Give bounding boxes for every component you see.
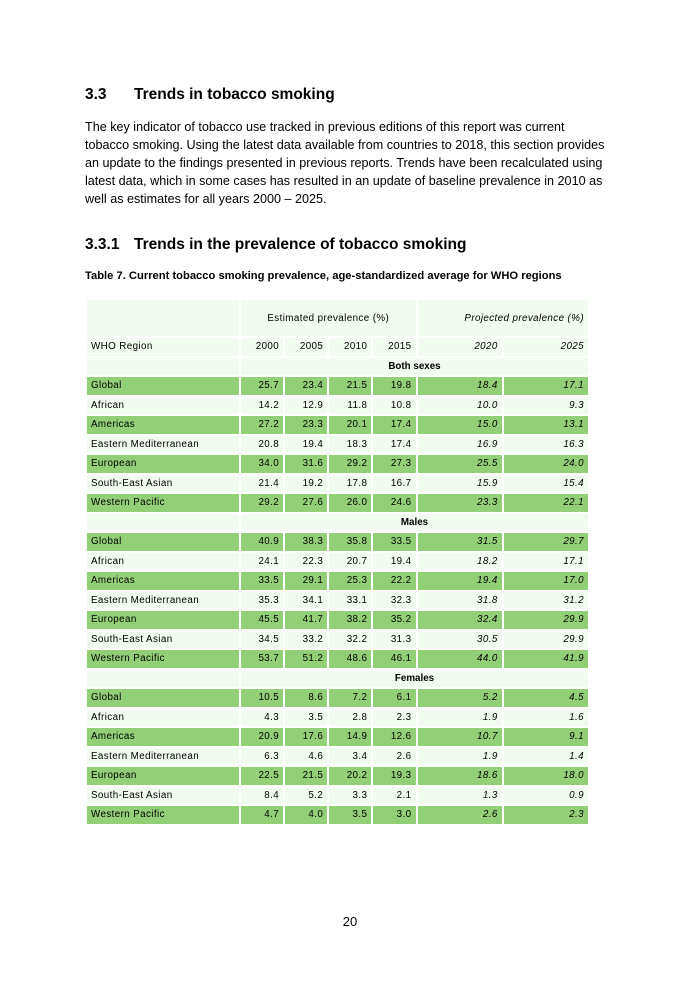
value-cell: 33.2	[302, 633, 324, 645]
value-cell: 19.4	[390, 555, 412, 567]
value-cell: 22.2	[390, 575, 412, 587]
value-cell: 33.1	[346, 594, 368, 606]
value-cell: 18.4	[477, 380, 498, 392]
value-cell: 31.6	[302, 458, 324, 470]
value-cell: 3.5	[308, 711, 324, 723]
value-cell: 1.9	[482, 750, 498, 762]
region-cell: Americas	[91, 419, 136, 431]
value-cell: 21.5	[346, 380, 368, 392]
value-cell: 5.2	[308, 789, 324, 801]
table-section-header-row	[87, 514, 588, 532]
value-cell: 32.3	[390, 594, 412, 606]
value-cell: 19.3	[390, 770, 412, 782]
value-cell: 0.9	[569, 789, 584, 801]
value-cell: 25.3	[346, 575, 368, 587]
value-cell: 3.5	[352, 809, 368, 821]
table-row	[87, 592, 588, 610]
value-cell: 51.2	[302, 653, 324, 665]
value-cell: 19.4	[302, 438, 324, 450]
region-cell: South-East Asian	[91, 633, 173, 645]
value-cell: 3.4	[352, 750, 368, 762]
value-cell: 24.6	[390, 497, 412, 509]
value-cell: 29.2	[258, 497, 280, 509]
table-row	[87, 767, 588, 785]
region-cell: European	[91, 458, 137, 470]
value-cell: 32.4	[477, 614, 498, 626]
value-cell: 6.1	[396, 692, 412, 704]
table-section-header-row	[87, 670, 588, 688]
value-cell: 16.9	[477, 438, 498, 450]
table-row	[87, 572, 588, 590]
value-cell: 1.4	[569, 750, 584, 762]
region-cell: Western Pacific	[91, 497, 165, 509]
table-row	[87, 689, 588, 707]
region-cell: Global	[91, 536, 122, 548]
value-cell: 23.4	[302, 380, 324, 392]
intro-paragraph: The key indicator of tobacco use tracked in previous editions of this report was current tobacco smoking. Using the latest data available from countries to 2018, this section provides an update to the findings presented in previous reports. Trends have been recalculated using latest data, which in some cases has resulted in an update of baseline prevalence in 2010 as well as estimates for all years 2000 – 2025.	[85, 120, 605, 206]
value-cell: 17.0	[563, 575, 584, 587]
region-cell: European	[91, 614, 137, 626]
region-column-header: WHO Region	[91, 341, 153, 353]
value-cell: 19.2	[302, 477, 324, 489]
value-cell: 31.3	[390, 633, 412, 645]
value-cell: 20.2	[346, 770, 368, 782]
region-cell: South-East Asian	[91, 477, 173, 489]
prevalence-table-body	[87, 300, 588, 824]
value-cell: 22.3	[302, 555, 324, 567]
value-cell: 17.1	[563, 380, 584, 392]
value-cell: 11.8	[347, 399, 368, 411]
region-cell: African	[91, 399, 125, 411]
table-section-label: Males	[400, 516, 429, 528]
value-cell: 24.0	[563, 458, 584, 470]
region-cell: Western Pacific	[91, 809, 165, 821]
value-cell: 7.2	[352, 692, 368, 704]
table-row	[87, 494, 588, 512]
subsection-title: Trends in the prevalence of tobacco smoking	[134, 236, 467, 253]
value-cell: 38.2	[346, 614, 368, 626]
region-cell: Global	[91, 692, 122, 704]
value-cell: 5.2	[482, 692, 498, 704]
region-cell: Global	[91, 380, 122, 392]
year-header-2005: 2005	[299, 341, 324, 353]
value-cell: 23.3	[477, 497, 498, 509]
year-header-2000: 2000	[255, 341, 280, 353]
value-cell: 9.3	[569, 399, 584, 411]
value-cell: 34.1	[302, 594, 324, 606]
value-cell: 9.1	[569, 731, 584, 743]
value-cell: 2.3	[396, 711, 412, 723]
value-cell: 2.6	[482, 809, 498, 821]
value-cell: 18.0	[563, 770, 584, 782]
table-row	[87, 436, 588, 454]
region-cell: Western Pacific	[91, 653, 165, 665]
table-row	[87, 650, 588, 668]
value-cell: 33.5	[390, 536, 412, 548]
value-cell: 10.5	[258, 692, 280, 704]
value-cell: 29.2	[346, 458, 368, 470]
value-cell: 17.1	[563, 555, 584, 567]
value-cell: 17.6	[302, 731, 324, 743]
value-cell: 1.9	[482, 711, 498, 723]
value-cell: 16.3	[563, 438, 584, 450]
value-cell: 10.7	[477, 731, 498, 743]
value-cell: 29.9	[563, 633, 584, 645]
value-cell: 17.4	[390, 438, 412, 450]
value-cell: 34.5	[258, 633, 280, 645]
value-cell: 53.7	[258, 653, 280, 665]
value-cell: 4.0	[308, 809, 324, 821]
value-cell: 31.5	[477, 536, 498, 548]
table-row	[87, 455, 588, 473]
value-cell: 34.0	[258, 458, 280, 470]
year-header-2025: 2025	[560, 341, 584, 353]
value-cell: 45.5	[258, 614, 280, 626]
table-section-header-row	[87, 358, 588, 376]
prevalence-table	[85, 298, 590, 826]
value-cell: 3.0	[396, 809, 412, 821]
table-row	[87, 377, 588, 395]
value-cell: 33.5	[258, 575, 280, 587]
table-row	[87, 728, 588, 746]
value-cell: 44.0	[477, 653, 498, 665]
value-cell: 48.6	[346, 653, 368, 665]
value-cell: 24.1	[258, 555, 280, 567]
value-cell: 12.9	[302, 399, 324, 411]
table-column-header-row	[87, 338, 588, 356]
value-cell: 22.1	[563, 497, 584, 509]
value-cell: 20.1	[346, 419, 368, 431]
region-cell: Eastern Mediterranean	[91, 594, 200, 606]
value-cell: 1.6	[569, 711, 584, 723]
table-row	[87, 709, 588, 727]
table-row	[87, 475, 588, 493]
region-cell: Eastern Mediterranean	[91, 438, 200, 450]
value-cell: 20.9	[258, 731, 280, 743]
year-header-2010: 2010	[343, 341, 368, 353]
value-cell: 20.8	[258, 438, 280, 450]
value-cell: 15.4	[563, 477, 584, 489]
table-row	[87, 806, 588, 824]
value-cell: 26.0	[346, 497, 368, 509]
page-number: 20	[342, 914, 358, 929]
table-corner-cell	[87, 300, 239, 336]
section-spacer-cell	[87, 670, 239, 688]
table-row	[87, 748, 588, 766]
section-number: 3.3	[85, 86, 107, 103]
table-row	[87, 631, 588, 649]
value-cell: 17.4	[390, 419, 412, 431]
value-cell: 4.7	[264, 809, 280, 821]
value-cell: 41.7	[302, 614, 324, 626]
value-cell: 6.3	[264, 750, 280, 762]
value-cell: 19.8	[390, 380, 412, 392]
value-cell: 32.2	[346, 633, 368, 645]
value-cell: 18.6	[477, 770, 498, 782]
value-cell: 35.8	[346, 536, 368, 548]
table-caption: Table 7. Current tobacco smoking prevalence, age-standardized average for WHO regions	[85, 270, 562, 282]
table-row	[87, 533, 588, 551]
value-cell: 12.6	[390, 731, 412, 743]
table-row	[87, 787, 588, 805]
value-cell: 40.9	[258, 536, 280, 548]
subsection-number: 3.3.1	[85, 236, 120, 253]
value-cell: 29.9	[563, 614, 584, 626]
value-cell: 20.7	[346, 555, 368, 567]
year-header-2015: 2015	[388, 341, 412, 353]
value-cell: 38.3	[302, 536, 324, 548]
table-section-label: Females	[394, 672, 435, 684]
value-cell: 30.5	[477, 633, 498, 645]
value-cell: 8.6	[308, 692, 324, 704]
value-cell: 15.9	[477, 477, 498, 489]
region-cell: African	[91, 711, 125, 723]
table-group-header-row	[87, 300, 588, 336]
projected-group-header: Projected prevalence (%)	[464, 312, 584, 324]
value-cell: 23.3	[302, 419, 324, 431]
value-cell: 8.4	[264, 789, 280, 801]
value-cell: 18.2	[477, 555, 498, 567]
value-cell: 14.2	[258, 399, 280, 411]
value-cell: 29.1	[302, 575, 324, 587]
value-cell: 2.6	[396, 750, 412, 762]
value-cell: 46.1	[390, 653, 412, 665]
region-cell: Eastern Mediterranean	[91, 750, 200, 762]
value-cell: 1.3	[482, 789, 498, 801]
value-cell: 2.8	[352, 711, 368, 723]
section-heading	[85, 86, 335, 104]
value-cell: 21.4	[258, 477, 280, 489]
section-spacer-cell	[87, 514, 239, 532]
value-cell: 25.5	[477, 458, 498, 470]
value-cell: 19.4	[477, 575, 498, 587]
value-cell: 10.0	[477, 399, 498, 411]
value-cell: 31.8	[477, 594, 498, 606]
value-cell: 16.7	[390, 477, 412, 489]
value-cell: 41.9	[563, 653, 584, 665]
value-cell: 35.3	[258, 594, 280, 606]
value-cell: 31.2	[563, 594, 584, 606]
section-title: Trends in tobacco smoking	[134, 86, 335, 103]
value-cell: 15.0	[477, 419, 498, 431]
region-cell: European	[91, 770, 137, 782]
value-cell: 22.5	[258, 770, 280, 782]
region-cell: South-East Asian	[91, 789, 173, 801]
value-cell: 25.7	[258, 380, 280, 392]
value-cell: 3.3	[352, 789, 368, 801]
table-section-label: Both sexes	[388, 360, 441, 372]
region-cell: Americas	[91, 575, 136, 587]
table-row	[87, 611, 588, 629]
section-spacer-cell	[87, 358, 239, 376]
subsection-heading	[85, 236, 466, 254]
value-cell: 4.5	[569, 692, 584, 704]
estimated-group-header: Estimated prevalence (%)	[267, 312, 390, 324]
year-header-2020: 2020	[474, 341, 498, 353]
value-cell: 27.2	[258, 419, 280, 431]
region-cell: African	[91, 555, 125, 567]
value-cell: 10.8	[390, 399, 412, 411]
value-cell: 18.3	[346, 438, 368, 450]
value-cell: 21.5	[302, 770, 324, 782]
value-cell: 2.3	[569, 809, 584, 821]
value-cell: 17.8	[346, 477, 368, 489]
value-cell: 27.6	[302, 497, 324, 509]
region-cell: Americas	[91, 731, 136, 743]
value-cell: 4.6	[308, 750, 324, 762]
value-cell: 4.3	[264, 711, 280, 723]
table-row	[87, 553, 588, 571]
value-cell: 35.2	[390, 614, 412, 626]
table-row	[87, 397, 588, 415]
value-cell: 13.1	[563, 419, 584, 431]
table-row	[87, 416, 588, 434]
value-cell: 14.9	[346, 731, 368, 743]
value-cell: 2.1	[396, 789, 412, 801]
value-cell: 27.3	[390, 458, 412, 470]
value-cell: 29.7	[563, 536, 584, 548]
